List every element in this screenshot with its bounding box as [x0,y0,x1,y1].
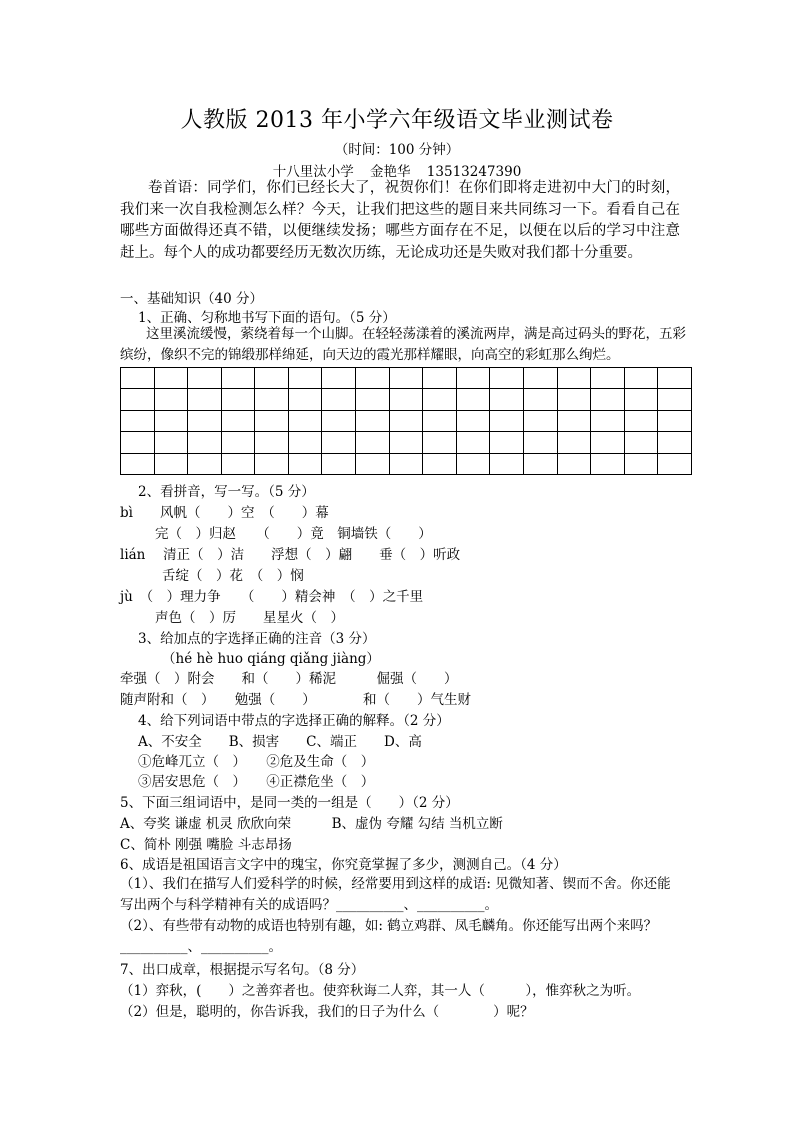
grid-cell[interactable] [658,453,692,474]
grid-cell[interactable] [423,453,457,474]
grid-cell[interactable] [591,453,625,474]
grid-cell[interactable] [221,432,255,453]
q6-part2: （2）、有些带有动物的成语也特别有趣，如: 鹤立鸡群、凤毛麟角。你还能写出两个来吗？__________、__________。 [120,918,658,955]
grid-cell[interactable] [490,453,524,474]
q1-passage: 这里溪流缓慢，萦绕着每一个山脚。在轻轻荡漾着的溪流两岸，满是高过码头的野花，五彩缤纷，像织不完的锦缎那样绵延，向天边的霞光那样耀眼，向高空的彩虹那么绚烂。 [120,326,686,363]
grid-cell[interactable] [188,410,222,431]
q5-line: C、简朴 刚强 嘴脸 斗志昂扬 [120,837,292,853]
grid-cell[interactable] [456,389,490,410]
q3-line: 牵强（ ）附会 和（ ）稀泥 倔强（ ） [120,671,458,687]
grid-cell[interactable] [322,368,356,389]
q4-title: 4、给下列词语中带点的字选择正确的解释。（2 分） [138,713,450,729]
grid-cell[interactable] [221,453,255,474]
section1-heading: 一、基础知识（40 分） [120,291,263,307]
grid-cell[interactable] [490,389,524,410]
grid-cell[interactable] [658,389,692,410]
q1-title: 1、正确、匀称地书写下面的语句。（5 分） [138,310,396,326]
exam-time: （时间：100 分钟） [334,142,460,158]
grid-cell[interactable] [288,410,322,431]
grid-cell[interactable] [658,368,692,389]
grid-cell[interactable] [255,410,289,431]
q2-line: bì 风帆（ ）空 （ ）幕 [120,505,329,521]
exam-title: 人教版 2013 年小学六年级语文毕业测试卷 [180,108,614,133]
grid-cell[interactable] [221,389,255,410]
grid-cell[interactable] [121,389,155,410]
grid-cell[interactable] [490,432,524,453]
grid-cell[interactable] [121,432,155,453]
grid-cell[interactable] [288,389,322,410]
grid-cell[interactable] [322,432,356,453]
grid-cell[interactable] [121,368,155,389]
grid-cell[interactable] [624,432,658,453]
grid-cell[interactable] [255,389,289,410]
grid-cell[interactable] [356,432,390,453]
grid-cell[interactable] [658,410,692,431]
grid-cell[interactable] [356,453,390,474]
grid-cell[interactable] [188,368,222,389]
grid-cell[interactable] [154,410,188,431]
grid-cell[interactable] [658,432,692,453]
grid-cell[interactable] [456,410,490,431]
grid-cell[interactable] [456,368,490,389]
grid-cell[interactable] [523,389,557,410]
grid-cell[interactable] [557,389,591,410]
grid-cell[interactable] [423,389,457,410]
author-name: 金艳华 [370,164,411,180]
grid-cell[interactable] [322,389,356,410]
q2-line: 声色（ ）厉 星星火（ ） [155,610,344,626]
grid-cell[interactable] [523,432,557,453]
q5-line: A、夸奖 谦虚 机灵 欣欣向荣 B、虚伪 夸耀 勾结 当机立断 [120,816,503,832]
q3-line: 随声附和（ ） 勉强（ ） 和（ ）气生财 [120,692,471,708]
grid-cell[interactable] [624,410,658,431]
grid-cell[interactable] [288,368,322,389]
grid-cell[interactable] [188,453,222,474]
q3-title: 3、给加点的字选择正确的注音（3 分） [138,631,376,647]
grid-row [121,368,692,389]
grid-cell[interactable] [490,410,524,431]
q5-title: 5、下面三组词语中，是同一类的一组是（ ）（2 分） [120,795,459,811]
q4-line: ③居安思危（ ） ④正襟危坐（ ） [138,774,375,790]
grid-cell[interactable] [356,389,390,410]
q4-line: ①危峰兀立（ ） ②危及生命（ ） [138,754,375,770]
intro-paragraph: 卷首语：同学们，你们已经长大了，祝贺你们！在你们即将走进初中大门的时刻，我们来一次自我检测怎么样？今天，让我们把这些的题目来共同练习一下。看看自己在哪些方面做得还真不错，以便继续发扬；哪些方面存在不足，以便在以后的学习中注意赶上。每个人的成功都要经历无数次历练，无论成功还是失败对我们都十分重要。 [120,180,680,261]
grid-cell[interactable] [389,453,423,474]
grid-cell[interactable] [456,432,490,453]
grid-cell[interactable] [423,410,457,431]
grid-cell[interactable] [288,453,322,474]
q7-line: （1）弈秋，( ）之善弈者也。使弈秋诲二人弈，其一人（ ），惟弈秋之为听。 [120,983,641,999]
q2-line: 完（ ）归赵 （ ）竟 铜墙铁（ ） [155,526,432,542]
grid-cell[interactable] [624,453,658,474]
grid-cell[interactable] [389,410,423,431]
grid-cell[interactable] [356,410,390,431]
grid-cell[interactable] [423,368,457,389]
grid-cell[interactable] [121,453,155,474]
grid-cell[interactable] [322,453,356,474]
grid-cell[interactable] [255,453,289,474]
grid-row [121,410,692,431]
grid-cell[interactable] [121,410,155,431]
q2-line: jù （ ）理力争 （ ）精会神 （ ）之千里 [120,589,424,605]
q2-line: 舌绽（ ）花 （ ）悯 [162,568,304,584]
grid-cell[interactable] [557,410,591,431]
grid-cell[interactable] [557,453,591,474]
grid-cell[interactable] [591,410,625,431]
grid-cell[interactable] [221,410,255,431]
grid-cell[interactable] [154,432,188,453]
grid-cell[interactable] [423,432,457,453]
grid-cell[interactable] [490,368,524,389]
grid-cell[interactable] [523,453,557,474]
school-name: 十八里汰小学 [272,164,354,180]
q4-options: A、不安全 B、损害 C、端正 D、高 [138,734,422,750]
q6-part1: （1）、我们在描写人们爱科学的时候，经常要用到这样的成语: 见微知著、锲而不舍。你还能写出两个与科学精神有关的成语吗？__________、__________。 [120,876,671,913]
grid-cell[interactable] [557,368,591,389]
q7-title: 7、出口成章，根据提示写名句。（8 分） [120,962,365,978]
q3-pinyin: （hé hè huo qiáng qiǎng jiàng） [162,651,380,667]
grid-cell[interactable] [154,368,188,389]
grid-cell[interactable] [591,389,625,410]
grid-cell[interactable] [389,368,423,389]
grid-cell[interactable] [188,432,222,453]
exam-author-line [0,160,794,180]
grid-cell[interactable] [389,432,423,453]
grid-cell[interactable] [591,432,625,453]
q2-title: 2、看拼音，写一写。（5 分） [138,484,315,500]
grid-cell[interactable] [624,368,658,389]
q7-line: （2）但是，聪明的，你告诉我，我们的日子为什么（ ）呢？ [120,1004,534,1020]
grid-cell[interactable] [188,389,222,410]
grid-row [121,389,692,410]
grid-cell[interactable] [221,368,255,389]
grid-cell[interactable] [322,410,356,431]
grid-cell[interactable] [356,368,390,389]
grid-row [121,432,692,453]
grid-cell[interactable] [255,432,289,453]
writing-grid[interactable] [120,367,692,475]
grid-cell[interactable] [523,368,557,389]
grid-cell[interactable] [389,389,423,410]
grid-cell[interactable] [523,410,557,431]
grid-cell[interactable] [154,453,188,474]
author-phone: 13513247390 [426,164,522,180]
grid-cell[interactable] [255,368,289,389]
grid-cell[interactable] [557,432,591,453]
grid-cell[interactable] [624,389,658,410]
q2-line: lián 清正（ ）洁 浮想（ ）翩 垂（ ）听政 [120,547,461,563]
grid-cell[interactable] [288,432,322,453]
grid-row [121,453,692,474]
grid-cell[interactable] [591,368,625,389]
q6-title: 6、成语是祖国语言文字中的瑰宝，你究竟掌握了多少，测测自己。（4 分） [120,857,567,873]
grid-cell[interactable] [154,389,188,410]
grid-cell[interactable] [456,453,490,474]
